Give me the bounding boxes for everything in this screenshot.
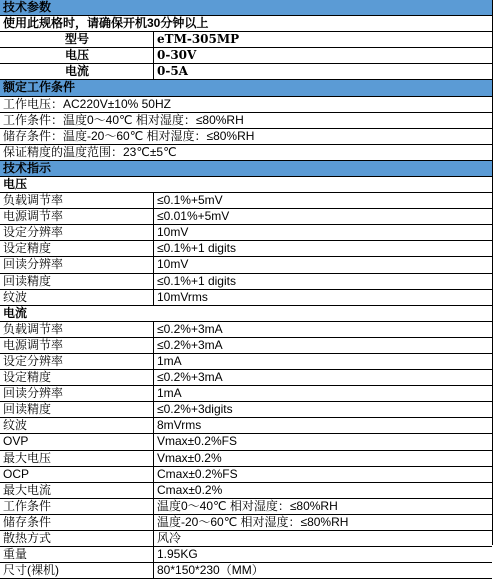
rated-line-text: 保证精度的温度范围：23℃±5℃: [3, 144, 177, 159]
column-divider: [153, 434, 154, 450]
column-divider: [153, 402, 154, 418]
current-spec-row-value: 1mA: [157, 353, 182, 368]
column-divider: [153, 32, 154, 48]
voltage-spec-row: [0, 225, 492, 241]
current-spec-row-value: Cmax±0.2%FS: [157, 466, 238, 481]
column-divider: [153, 418, 154, 434]
current-spec-row: [0, 402, 492, 418]
model-row: [0, 64, 492, 80]
current-spec-row-value: Vmax±0.2%: [157, 450, 222, 465]
sheet-title-text: 技术参数: [3, 0, 52, 14]
current-spec-row: [0, 563, 492, 579]
current-spec-row: [0, 418, 492, 434]
current-spec-row-label: 散热方式: [3, 530, 52, 545]
rated-line: [0, 97, 492, 113]
column-divider: [153, 274, 154, 290]
rated-line: [0, 113, 492, 129]
column-divider: [153, 386, 154, 402]
model-row-label: 电压: [65, 48, 90, 63]
current-section-title: [0, 306, 492, 322]
current-spec-row-value: 80*150*230（MM）: [157, 563, 264, 578]
current-spec-row-label: 储存条件: [3, 514, 52, 529]
rated-line-text: 工作电压：AC220V±10% 50HZ: [3, 96, 171, 111]
rated-conditions-header-text: 额定工作条件: [3, 80, 76, 95]
voltage-spec-row-label: 电源调节率: [3, 209, 64, 224]
voltage-spec-row: [0, 193, 492, 209]
voltage-spec-row-label: 负载调节率: [3, 193, 64, 208]
current-spec-row-value: 温度-20～60℃ 相对湿度：≤80%RH: [157, 514, 349, 529]
column-divider: [153, 290, 154, 306]
current-spec-row-label: 纹波: [3, 418, 28, 433]
column-divider: [153, 451, 154, 467]
current-spec-row-label: 回读分辨率: [3, 386, 64, 401]
column-divider: [153, 467, 154, 483]
current-spec-row-label: 工作条件: [3, 498, 52, 513]
current-spec-row-label: OCP: [3, 466, 30, 481]
voltage-spec-row-value: ≤0.01%+5mV: [157, 209, 230, 224]
notice-text-text: 使用此规格时，请确保开机30分钟以上: [3, 16, 209, 31]
voltage-spec-row-value: 10mVrms: [157, 289, 208, 304]
current-spec-row-label: 尺寸(裸机): [3, 563, 59, 578]
current-spec-row-value: 8mVrms: [157, 418, 202, 433]
voltage-spec-row-value: ≤0.1%+1 digits: [157, 241, 236, 256]
column-divider: [153, 209, 154, 225]
column-divider: [153, 563, 154, 579]
column-divider: [153, 370, 154, 386]
current-spec-row-value: 温度0～40℃ 相对湿度：≤80%RH: [157, 498, 338, 513]
current-spec-row: [0, 370, 492, 386]
voltage-spec-row-label: 回读分辨率: [3, 257, 64, 272]
current-spec-row: [0, 354, 492, 370]
voltage-spec-row: [0, 209, 492, 225]
column-divider: [153, 225, 154, 241]
model-row: [0, 32, 492, 48]
column-divider: [153, 338, 154, 354]
current-spec-row: [0, 451, 492, 467]
current-spec-row: [0, 338, 492, 354]
rated-line: [0, 129, 492, 145]
model-row-value: 0-5A: [157, 64, 188, 79]
current-section-title-text: 电流: [3, 305, 28, 320]
current-spec-row-value: Vmax±0.2%FS: [157, 434, 237, 449]
right-border: [492, 0, 493, 545]
current-spec-row-value: 1.95KG: [157, 547, 198, 562]
voltage-spec-row-label: 设定精度: [3, 241, 52, 256]
current-spec-row-value: ≤0.2%+3digits: [157, 402, 233, 417]
rated-line-text: 储存条件：温度-20～60℃ 相对湿度：≤80%RH: [3, 128, 255, 143]
column-divider: [153, 547, 154, 563]
current-spec-row: [0, 434, 492, 450]
rated-line: [0, 145, 492, 161]
spec-header-text: 技术指示: [3, 160, 52, 175]
current-spec-row-label: 最大电压: [3, 450, 52, 465]
current-spec-row-value: Cmax±0.2%: [157, 482, 223, 497]
current-spec-row: [0, 515, 492, 531]
voltage-spec-row: [0, 241, 492, 257]
current-spec-row: [0, 547, 492, 563]
column-divider: [153, 322, 154, 338]
current-spec-row: [0, 499, 492, 515]
model-row-value: eTM-305MP: [157, 32, 240, 47]
spec-header: [0, 161, 492, 177]
current-spec-row-value: ≤0.2%+3mA: [157, 370, 223, 385]
sheet-title: [0, 0, 492, 16]
voltage-section-title: [0, 177, 492, 193]
voltage-section-title-text: 电压: [3, 176, 28, 191]
current-spec-row: [0, 483, 492, 499]
model-row: [0, 48, 492, 64]
current-spec-row-label: OVP: [3, 434, 29, 449]
current-spec-row: [0, 322, 492, 338]
model-row-label: 型号: [65, 32, 90, 47]
column-divider: [153, 193, 154, 209]
current-spec-row-value: 风冷: [157, 530, 182, 545]
column-divider: [153, 48, 154, 64]
voltage-spec-row-value: ≤0.1%+1 digits: [157, 273, 236, 288]
current-spec-row-value: ≤0.2%+3mA: [157, 321, 223, 336]
current-spec-row-value: 1mA: [157, 386, 182, 401]
current-spec-row-label: 电源调节率: [3, 337, 64, 352]
voltage-spec-row-label: 纹波: [3, 289, 28, 304]
voltage-spec-row: [0, 257, 492, 273]
voltage-spec-row-value: 10mV: [157, 225, 189, 240]
current-spec-row: [0, 386, 492, 402]
current-spec-row-label: 设定分辨率: [3, 353, 64, 368]
voltage-spec-row-label: 回读精度: [3, 273, 52, 288]
current-spec-row: [0, 467, 492, 483]
column-divider: [153, 499, 154, 515]
current-spec-row-label: 重量: [3, 547, 28, 562]
current-spec-row-value: ≤0.2%+3mA: [157, 337, 223, 352]
current-spec-row-label: 回读精度: [3, 402, 52, 417]
column-divider: [153, 354, 154, 370]
column-divider: [153, 241, 154, 257]
column-divider: [153, 257, 154, 273]
rated-line-text: 工作条件：温度0～40℃ 相对湿度：≤80%RH: [3, 112, 244, 127]
column-divider: [153, 515, 154, 531]
column-divider: [153, 64, 154, 80]
model-row-label: 电流: [65, 64, 90, 79]
rated-conditions-header: [0, 80, 492, 96]
voltage-spec-row-label: 设定分辨率: [3, 225, 64, 240]
voltage-spec-row-value: ≤0.1%+5mV: [157, 193, 223, 208]
current-spec-row-label: 最大电流: [3, 482, 52, 497]
voltage-spec-row: [0, 290, 492, 306]
column-divider: [153, 483, 154, 499]
current-spec-row-label: 设定精度: [3, 370, 52, 385]
current-spec-row-label: 负载调节率: [3, 321, 64, 336]
voltage-spec-row-value: 10mV: [157, 257, 189, 272]
voltage-spec-row: [0, 274, 492, 290]
notice-text: [0, 16, 492, 32]
model-row-value: 0-30V: [157, 48, 197, 63]
